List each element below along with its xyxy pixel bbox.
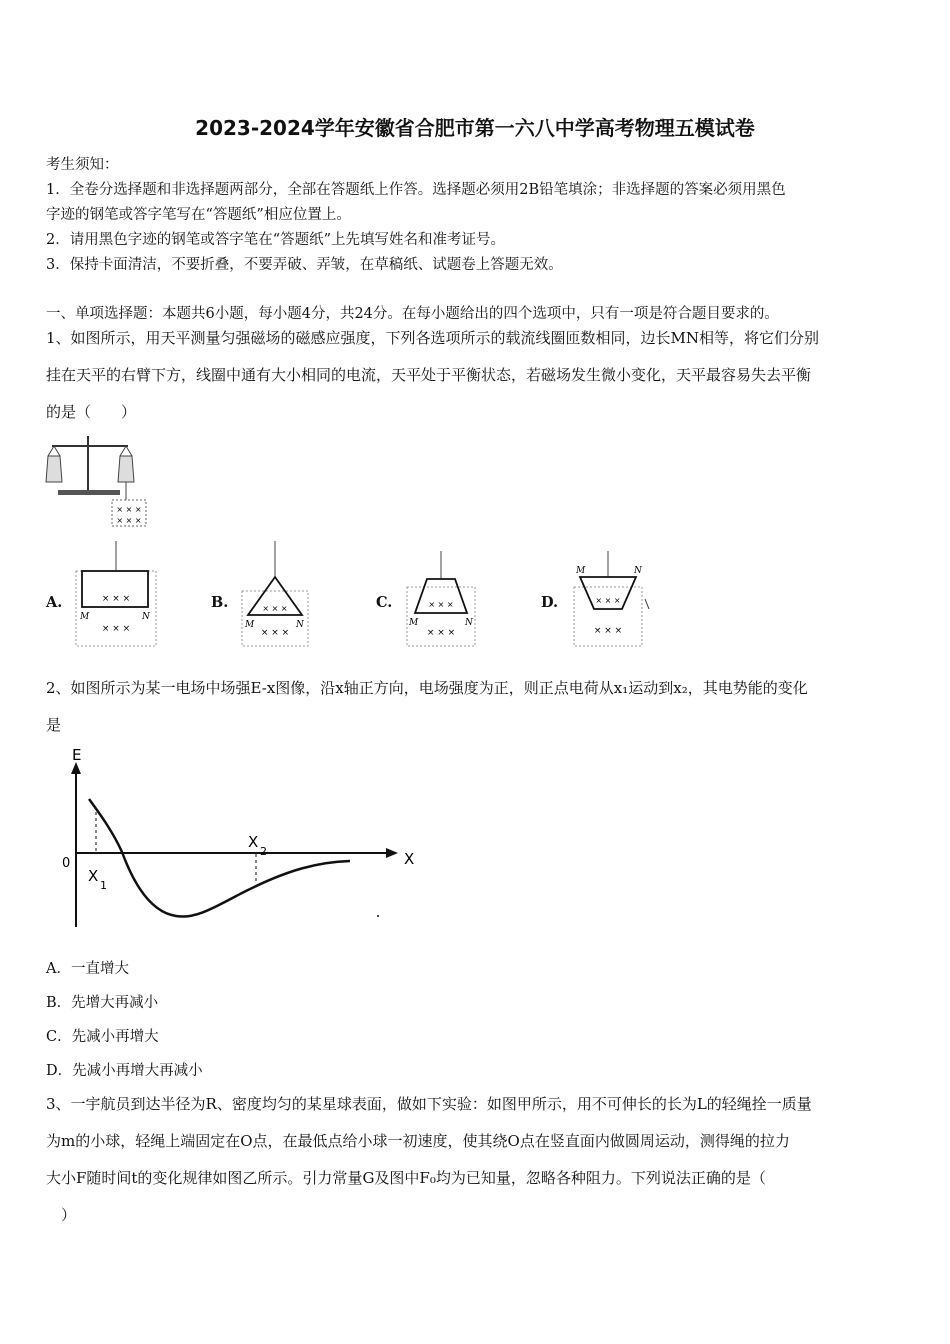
svg-text:X: X (88, 867, 99, 885)
question-1-text: 1、如图所示，用天平测量匀强磁场的磁感应强度，下列各选项所示的载流线圈匝数相同，边长MN相等，将它们分别 (46, 329, 820, 347)
coil-c-figure (405, 551, 477, 646)
svg-text:× × ×: × × × (101, 594, 131, 604)
question-1-text: 的是（ ） (46, 403, 137, 421)
svg-text:N: N (465, 618, 473, 628)
question-2-text: 是 (46, 716, 62, 734)
svg-text:× × ×: × × × (428, 600, 454, 609)
svg-text:M: M (409, 618, 419, 628)
svg-text:X: X (404, 850, 415, 868)
svg-text:M: M (245, 620, 255, 630)
notice-item: 1．全卷分选择题和非选择题两部分，全部在答题纸上作答。选择题必须用2B铅笔填涂；非选择题的答案必须用黑色 (46, 182, 786, 198)
svg-text:× × ×: × × × (116, 516, 142, 525)
coil-a-figure (76, 541, 156, 646)
coil-d-figure (572, 551, 652, 646)
svg-text:× × ×: × × × (116, 505, 142, 514)
svg-text:× × ×: × × × (593, 626, 623, 636)
section-heading: 一、单项选择题：本题共6小题，每小题4分，共24分。在每小题给出的四个选项中，只有一项是符合题目要求的。 (46, 306, 779, 322)
option-c: C．先减小再增大 (46, 1029, 159, 1045)
svg-text:M: M (576, 566, 586, 576)
question-3-text: 3、一宇航员到达半径为R、密度均匀的某星球表面，做如下实验：如图甲所示，用不可伸长的长为L的轻绳拴一质量 (46, 1095, 812, 1113)
coil-b-figure (240, 541, 310, 646)
svg-text:N: N (142, 612, 150, 622)
option-a-label: A. (46, 594, 63, 611)
svg-text:M: M (80, 612, 90, 622)
option-b: B．先增大再减小 (46, 995, 159, 1011)
option-d-label: D. (541, 594, 559, 611)
question-3-text: ） (46, 1206, 77, 1224)
notice-heading: 考生须知： (46, 157, 119, 173)
question-2-text: 2、如图所示为某一电场中场强E-x图像，沿x轴正方向，电场强度为正，则正点电荷从x₁运动到x₂，其电势能的变化 (46, 679, 808, 697)
option-d: D．先减小再增大再减小 (46, 1063, 203, 1079)
svg-text:2: 2 (260, 845, 267, 858)
question-1-text: 挂在天平的右臂下方，线圈中通有大小相同的电流，天平处于平衡状态，若磁场发生微小变化，天平最容易失去平衡 (46, 366, 812, 384)
svg-text:0: 0 (62, 856, 71, 871)
notice-item: 2．请用黑色字迹的钢笔或答字笔在“答题纸”上先填写姓名和准考证号。 (46, 232, 506, 248)
notice-item: 字迹的钢笔或答字笔写在“答题纸”相应位置上。 (46, 207, 351, 223)
svg-text:N: N (296, 620, 304, 630)
svg-text:× × ×: × × × (101, 624, 131, 634)
e-x-graph (58, 742, 428, 932)
page-title: 2023-2024学年安徽省合肥市第一六八中学高考物理五模试卷 (195, 116, 755, 140)
question-3-text: 为m的小球，轻绳上端固定在O点，在最低点给小球一初速度，使其绕O点在竖直面内做圆周运动，测得绳的拉力 (46, 1132, 790, 1150)
notice-item: 3．保持卡面清洁，不要折叠，不要弄破、弄皱，在草稿纸、试题卷上答题无效。 (46, 257, 563, 273)
option-c-label: C. (376, 594, 393, 611)
balance-figure (44, 432, 154, 532)
svg-text:× × ×: × × × (260, 628, 290, 638)
question-3-text: 大小F随时间t的变化规律如图乙所示。引力常量G及图中F₀均为已知量，忽略各种阻力。下列说法正确的是（ (46, 1169, 766, 1187)
svg-text:× × ×: × × × (426, 628, 456, 638)
svg-text:× × ×: × × × (595, 596, 621, 605)
svg-text:1: 1 (100, 879, 107, 892)
svg-text:E: E (72, 746, 82, 764)
svg-text:N: N (634, 566, 642, 576)
svg-text:X: X (248, 833, 259, 851)
option-b-label: B. (211, 594, 229, 611)
svg-text:× × ×: × × × (262, 604, 288, 613)
option-a: A．一直增大 (46, 961, 129, 977)
